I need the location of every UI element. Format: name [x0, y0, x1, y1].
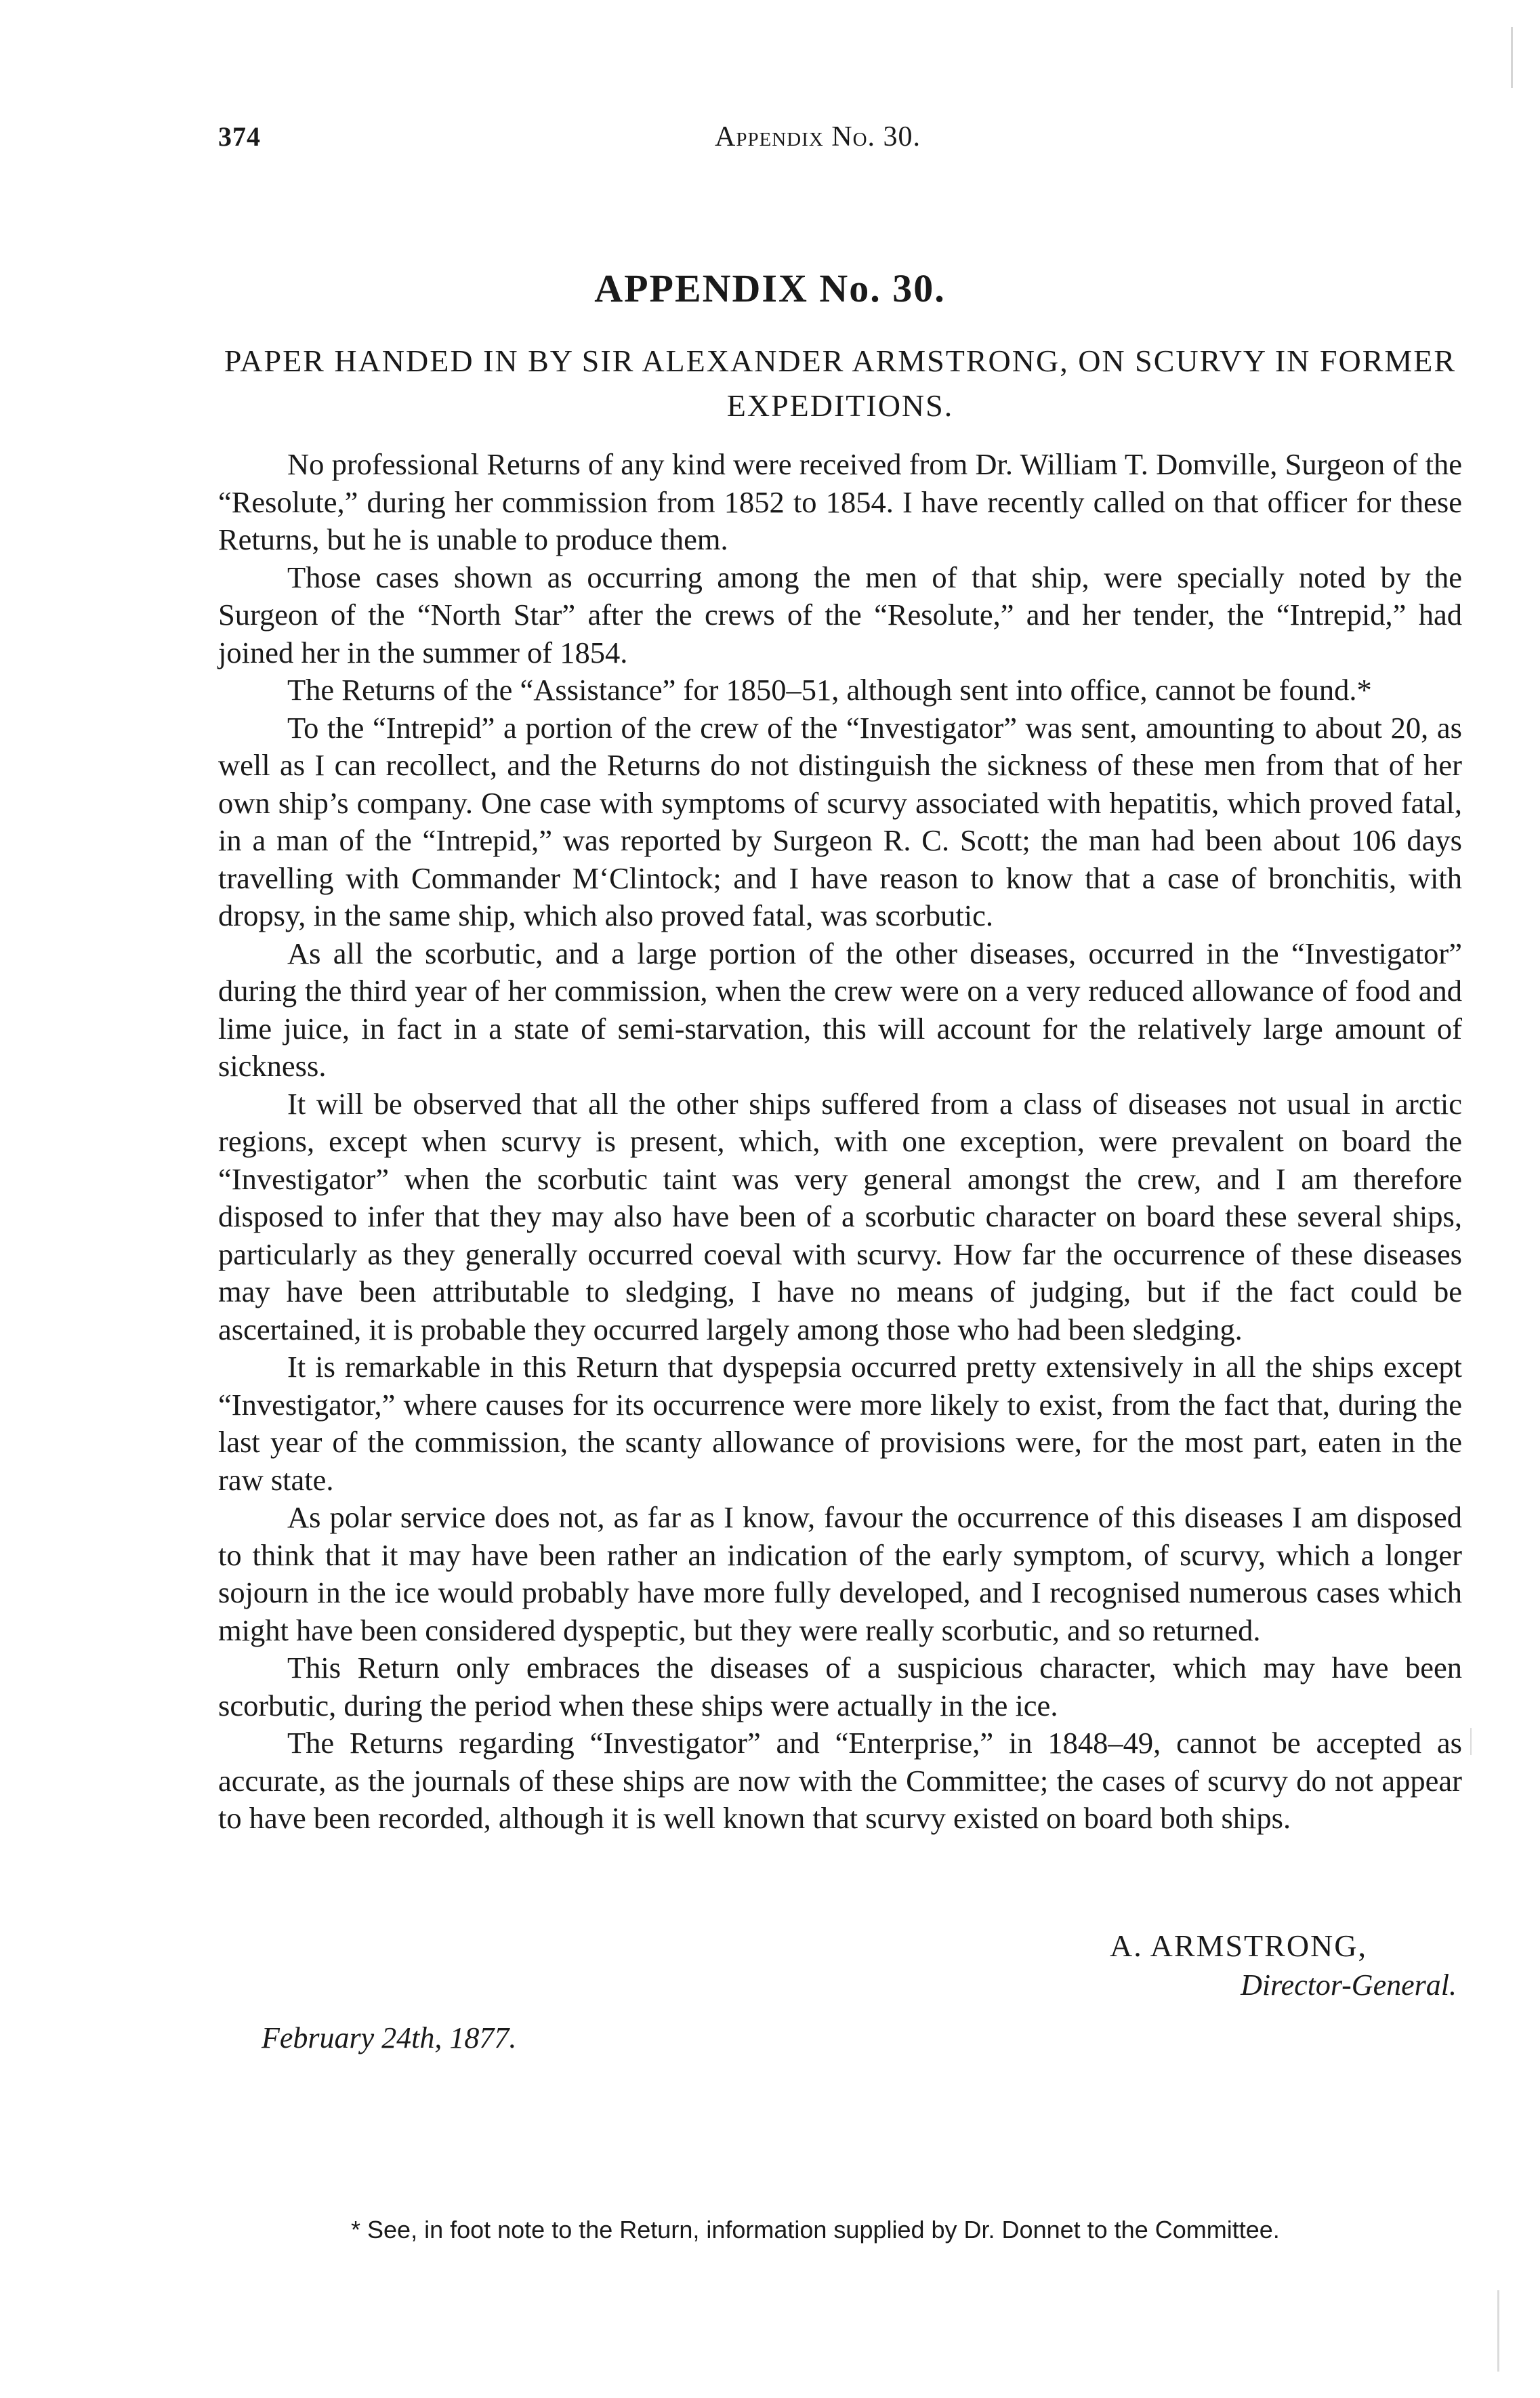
signature-block: [881, 1926, 1457, 2004]
signatory-title: Director-General.: [1241, 1968, 1457, 2002]
paragraph-9: This Return only embraces the diseases of a suspicious character, which may have been scorbutic, during the period when these ships were actually in the ice.: [218, 1651, 1462, 1722]
footnote: * See, in foot note to the Return, information supplied by Dr. Donnet to the Committee.: [351, 2216, 1280, 2244]
paragraph-2: Those cases shown as occurring among the men of that ship, were specially noted by the Surgeon of the “North Star” after the crews of the “Resolute,” and her tender, the “Intrepid,” had joined her in the summer of 1854.: [218, 560, 1462, 669]
body-text: [218, 446, 1462, 1838]
paragraph-10: The Returns regarding “Investigator” and “Enterprise,” in 1848–49, cannot be accepted as accurate, as the journals of these ships are now with the Committee; the cases of scurvy do not appear to have been recorded, although it is well known that scurvy existed on board both ships.: [218, 1726, 1462, 1835]
appendix-subtitle: PAPER HANDED IN BY SIR ALEXANDER ARMSTRONG, ON SCURVY IN FORMER EXPEDITIONS.: [224, 344, 1457, 423]
scan-mark: [1511, 27, 1513, 88]
page-number: 374: [218, 121, 261, 152]
paragraph-8: As polar service does not, as far as I know, favour the occurrence of this diseases I am disposed to think that it may have been rather an indication of the early symptom, of scurvy, which a longer sojourn in the ice would probably have more fully developed, and I recognised numerous cases which might have been considered dyspeptic, but they were really scorbutic, and so returned.: [218, 1500, 1462, 1647]
paragraph-5: As all the scorbutic, and a large portion of the other diseases, occurred in the “Investigator” during the third year of her commission, when the crew were on a very reduced allowance of food and lime juice, in fact in a state of semi-starvation, this will account for the relatively large amount of sickness.: [218, 936, 1462, 1083]
date-line: February 24th, 1877.: [262, 2021, 517, 2054]
scan-mark: [1470, 1728, 1472, 1755]
paragraph-4: To the “Intrepid” a portion of the crew of the “Investigator” was sent, amounting to about 20, as well as I can recollect, and the Returns do not distinguish the sickness of these men from that of her own ship’s company. One case with symptoms of scurvy associated with hepatitis, which proved fatal, in a man of the “Intrepid,” was reported by Surgeon R. C. Scott; the man had been about 106 days travelling with Commander M‘Clintock; and I have reason to know that a case of bronchitis, with dropsy, in the same ship, which also proved fatal, was scorbutic.: [218, 710, 1462, 932]
scan-mark: [1497, 2290, 1499, 2372]
paragraph-7: It is remarkable in this Return that dyspepsia occurred pretty extensively in all the ships except “Investigator,” where causes for its occurrence were more likely to exist, from the fact that, during the last year of the commission, the scanty allowance of provisions were, for the most part, eaten in the raw state.: [218, 1350, 1462, 1497]
paragraph-3: The Returns of the “Assistance” for 1850–51, although sent into office, cannot be found.*: [287, 673, 1372, 707]
running-title: Appendix No. 30.: [715, 121, 921, 152]
appendix-title: APPENDIX No. 30.: [594, 266, 946, 310]
paragraph-6: It will be observed that all the other ships suffered from a class of diseases not usual in arctic regions, except when scurvy is present, which, with one exception, were prevalent on board the “Investigator” when the scorbutic taint was very general amongst the crew, and I am therefore disposed to infer that they may also have been of a scorbutic character on board these several ships, particularly as they generally occurred coeval with scurvy. How far the occurrence of these diseases may have been attributable to sledging, I have no means of judging, but if the fact could be ascertained, it is probable they occurred largely among those who had been sledging.: [218, 1086, 1462, 1346]
signatory-name: A. ARMSTRONG,: [1109, 1928, 1367, 1963]
paragraph-1: No professional Returns of any kind were received from Dr. William T. Domville, Surgeon of the “Resolute,” during her commission from 1852 to 1854. I have recently called on that officer for these Returns, but he is unable to produce them.: [218, 447, 1462, 556]
running-head: [0, 121, 1540, 161]
